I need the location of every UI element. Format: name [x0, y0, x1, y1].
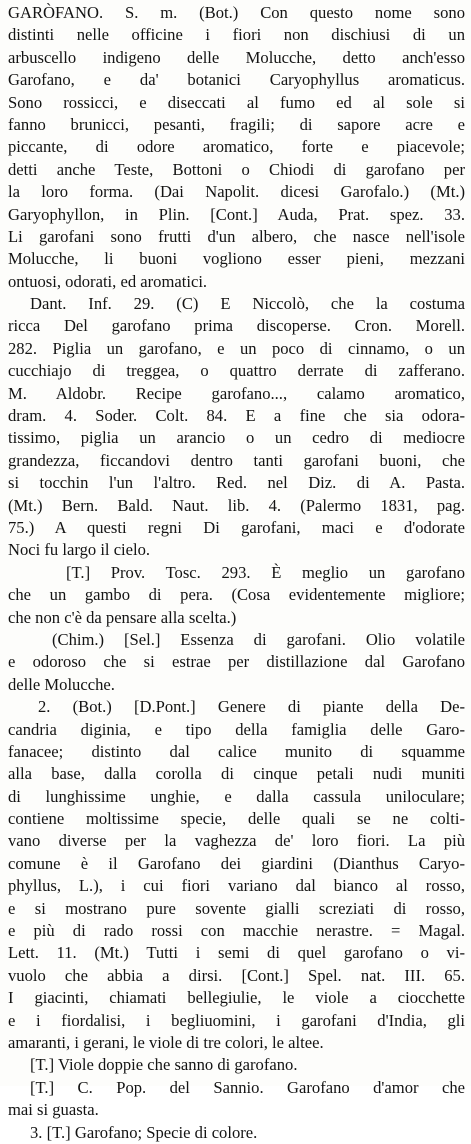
- text-line: e più di rado rossi con macchie nerastre. = Magal.: [8, 921, 465, 941]
- text-line: e i fiordalisi, i begliuomini, i garofani d'India, gli: [8, 1010, 465, 1030]
- text-line: ontuosi, odorati, ed aromatici.: [8, 271, 208, 291]
- text-line: I giacinti, chiamati bellegiulie, le viole a ciocchette: [8, 988, 465, 1008]
- text-line: cucchiajo di treggea, o quattro derrate di zafferano.: [8, 361, 465, 381]
- text-line: contiene moltissime specie, delle quali se ne colti-: [8, 809, 465, 829]
- text-line: e si mostrano pure sovente gialli screziati di rosso,: [8, 898, 465, 918]
- text-line: che un gambo di pera. (Cosa evidentemente migliore;: [8, 585, 465, 605]
- text-line: (Chim.) [Sel.] Essenza di garofani. Olio volatile: [52, 629, 465, 649]
- text-line: phyllus, L.), i cui fiori variano dal bianco al rosso,: [8, 876, 465, 896]
- text-line: fanacee; distinto dal calice munito di squamme: [8, 741, 465, 761]
- text-line: vano diverse per la vaghezza de' loro fiori. La più: [8, 831, 465, 851]
- text-line: Sono rossicci, e diseccati al fumo ed al sole si: [8, 92, 465, 112]
- text-line: Li garofani sono frutti d'un albero, che nasce nell'isole: [8, 226, 465, 246]
- text-line: (Mt.) Bern. Bald. Naut. lib. 4. (Palermo 1831, pag.: [8, 495, 465, 515]
- text-line: M. Aldobr. Recipe garofano..., calamo aromatico,: [8, 383, 465, 403]
- text-line: delle Molucche.: [8, 674, 115, 694]
- text-line: 2. (Bot.) [D.Pont.] Genere di piante della De-: [38, 697, 465, 717]
- text-line: tissimo, piglia un arancio o un cedro di mediocre: [8, 428, 465, 448]
- text-line: Lett. 11. (Mt.) Tutti i semi di quel garofano o vi-: [8, 943, 465, 963]
- text-line: piccante, di odore aromatico, forte e piacevole;: [8, 137, 465, 157]
- text-line: che non c'è da pensare alla scelta.): [8, 607, 237, 627]
- text-line: di lunghissime unghie, e dalla cassula uniloculare;: [8, 786, 465, 806]
- text-line: [T.] Viole doppie che sanno di garofano.: [30, 1055, 298, 1075]
- text-line: Garyophyllon, in Plin. [Cont.] Auda, Prat. spez. 33.: [8, 204, 465, 224]
- text-line: comune è il Garofano dei giardini (Dianthus Caryo-: [8, 853, 465, 873]
- text-line: Garofano, e da' botanici Caryophyllus aromaticus.: [8, 70, 465, 90]
- text-line: 75.) A questi regni Di garofani, maci e d'odorate: [8, 517, 465, 537]
- text-line: detti anche Teste, Bottoni o Chiodi di garofano per: [8, 159, 465, 179]
- text-line: ricca Del garofano prima discoperse. Cron. Morell.: [8, 316, 465, 336]
- text-line: 282. Piglia un garofano, e un poco di cinnamo, o un: [8, 338, 465, 358]
- text-line: amaranti, i gerani, le viole di tre colori, le altee.: [8, 1032, 324, 1052]
- text-line: 3. [T.] Garofano; Specie di colore.: [30, 1122, 258, 1142]
- text-line: vuolo che abbia a dirsi. [Cont.] Spel. nat. III. 65.: [8, 965, 465, 985]
- text-line: e odoroso che si estrae per distillazione dal Garofano: [8, 652, 465, 672]
- text-line: distinti nelle officine i fiori non dischiusi di un: [8, 25, 465, 45]
- text-line: Molucche, li buoni vogliono esser pieni, mezzani: [8, 249, 465, 269]
- text-line: arbuscello indigeno delle Molucche, detto anch'esso: [8, 47, 465, 67]
- text-line: fanno brunicci, pesanti, fragili; di sapore acre e: [8, 114, 465, 134]
- text-line: GARÒFANO. S. m. (Bot.) Con questo nome sono: [8, 3, 465, 22]
- text-line: alla base, dalla corolla di cinque petali nudi muniti: [8, 764, 465, 784]
- text-line: [T.] Prov. Tosc. 293. È meglio un garofano: [66, 562, 465, 582]
- text-line: dram. 4. Soder. Colt. 84. E a fine che sia odora-: [8, 406, 465, 426]
- text-line: [T.] C. Pop. del Sannio. Garofano d'amor che: [30, 1077, 465, 1097]
- text-line: la loro forma. (Dai Napolit. dicesi Garofalo.) (Mt.): [8, 182, 465, 202]
- text-line: grandezza, ficcandovi dentro tanti garofani buoni, che: [8, 450, 465, 470]
- text-line: mai si guasta.: [8, 1100, 99, 1120]
- text-line: Noci fu largo il cielo.: [8, 540, 151, 560]
- text-line: si tocchin l'un l'altro. Red. nel Diz. di A. Pasta.: [8, 473, 465, 493]
- text-line: Dant. Inf. 29. (C) E Niccolò, che la costuma: [30, 294, 465, 314]
- text-line: candria diginia, e tipo della famiglia delle Garo-: [8, 719, 465, 739]
